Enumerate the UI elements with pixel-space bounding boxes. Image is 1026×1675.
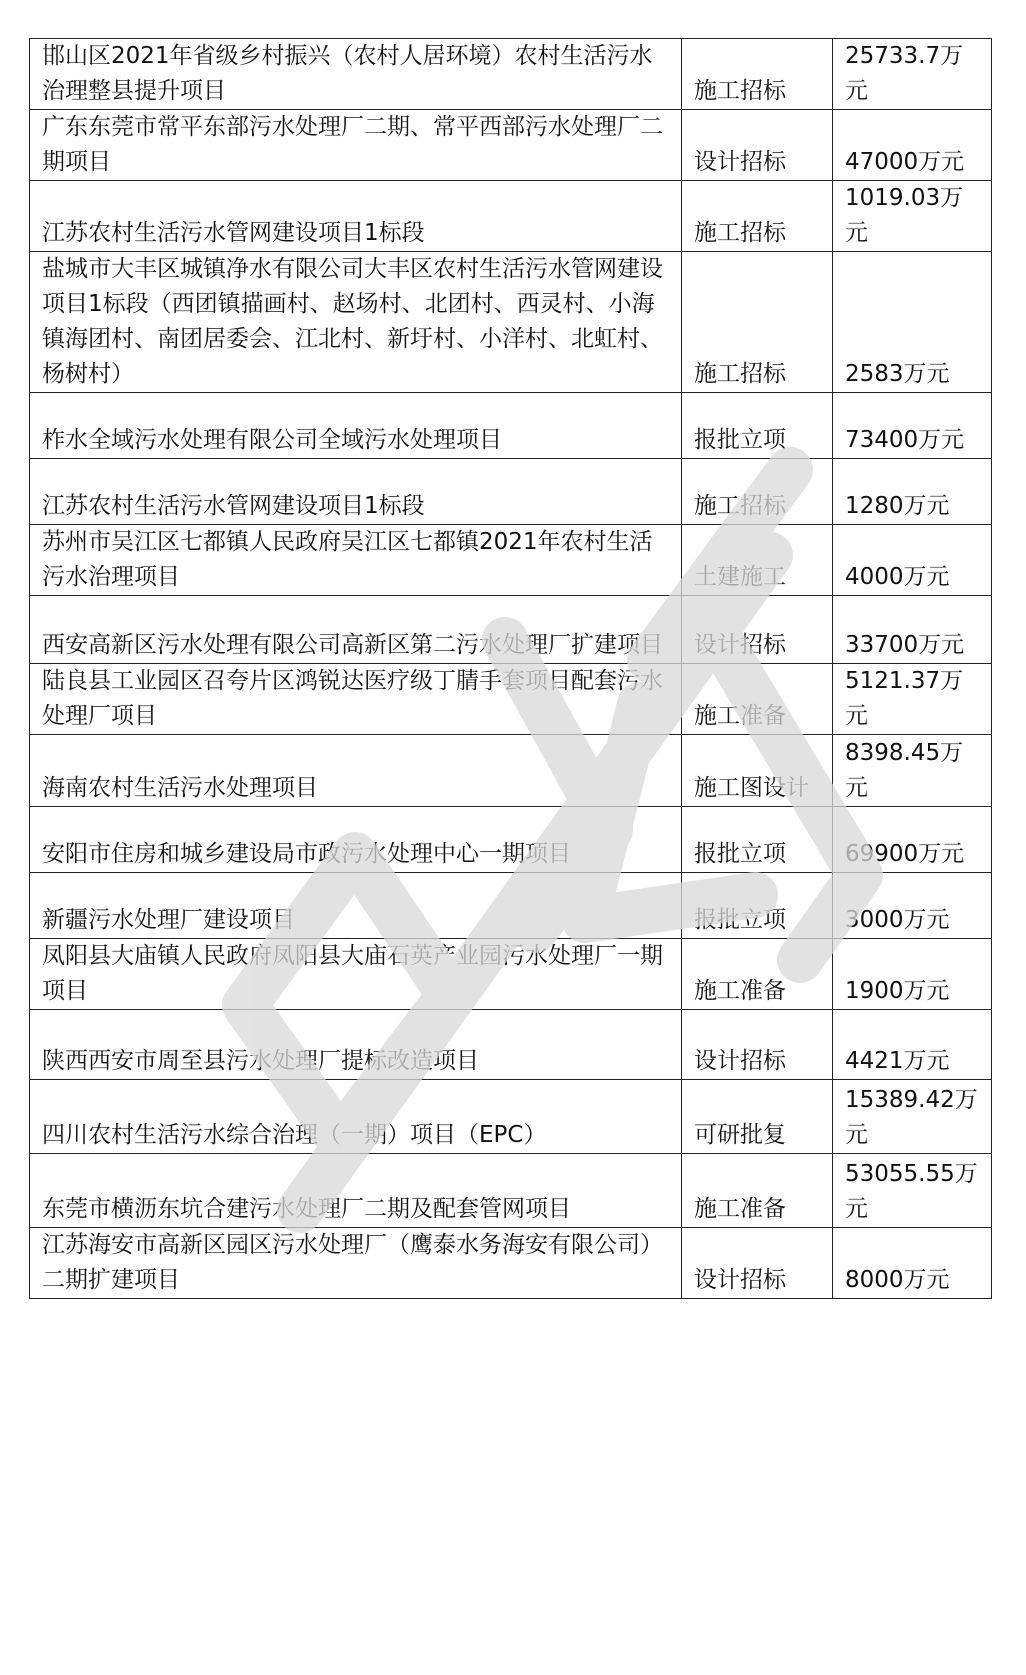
project-amount: 69900万元 — [833, 807, 992, 873]
project-name: 柞水全域污水处理有限公司全域污水处理项目 — [30, 393, 682, 459]
project-amount: 2583万元 — [833, 252, 992, 393]
projects-table-body — [30, 39, 992, 1299]
project-stage: 报批立项 — [682, 807, 833, 873]
project-amount: 33700万元 — [833, 596, 992, 664]
table-row — [30, 252, 992, 393]
project-stage: 施工准备 — [682, 939, 833, 1010]
table-row — [30, 939, 992, 1010]
project-name: 海南农村生活污水处理项目 — [30, 735, 682, 807]
project-amount: 15389.42万元 — [833, 1080, 992, 1154]
project-name: 盐城市大丰区城镇净水有限公司大丰区农村生活污水管网建设项目1标段（西团镇描画村、赵场村、北团村、西灵村、小海镇海团村、南团居委会、江北村、新圩村、小洋村、北虹村、杨树村） — [30, 252, 682, 393]
table-row — [30, 873, 992, 939]
project-amount: 1280万元 — [833, 459, 992, 525]
table-row — [30, 1154, 992, 1228]
project-amount: 47000万元 — [833, 110, 992, 181]
project-stage: 施工准备 — [682, 1154, 833, 1228]
project-name: 陆良县工业园区召夸片区鸿锐达医疗级丁腈手套项目配套污水处理厂项目 — [30, 664, 682, 735]
project-stage: 施工招标 — [682, 459, 833, 525]
project-stage: 设计招标 — [682, 596, 833, 664]
project-name: 苏州市吴江区七都镇人民政府吴江区七都镇2021年农村生活污水治理项目 — [30, 525, 682, 596]
project-amount: 4421万元 — [833, 1010, 992, 1080]
project-name: 西安高新区污水处理有限公司高新区第二污水处理厂扩建项目 — [30, 596, 682, 664]
project-name: 东莞市横沥东坑合建污水处理厂二期及配套管网项目 — [30, 1154, 682, 1228]
project-amount: 3000万元 — [833, 873, 992, 939]
project-name: 陕西西安市周至县污水处理厂提标改造项目 — [30, 1010, 682, 1080]
project-name: 江苏农村生活污水管网建设项目1标段 — [30, 459, 682, 525]
project-stage: 可研批复 — [682, 1080, 833, 1154]
table-row — [30, 1228, 992, 1299]
table-row — [30, 664, 992, 735]
project-amount: 1900万元 — [833, 939, 992, 1010]
table-row — [30, 807, 992, 873]
project-amount: 73400万元 — [833, 393, 992, 459]
project-name: 江苏海安市高新区园区污水处理厂（鹰泰水务海安有限公司）二期扩建项目 — [30, 1228, 682, 1299]
project-amount: 5121.37万元 — [833, 664, 992, 735]
project-name: 凤阳县大庙镇人民政府凤阳县大庙石英产业园污水处理厂一期项目 — [30, 939, 682, 1010]
project-amount: 25733.7万元 — [833, 39, 992, 110]
project-amount: 1019.03万元 — [833, 181, 992, 252]
table-row — [30, 1010, 992, 1080]
project-stage: 施工招标 — [682, 252, 833, 393]
table-row — [30, 181, 992, 252]
project-name: 安阳市住房和城乡建设局市政污水处理中心一期项目 — [30, 807, 682, 873]
projects-table — [29, 38, 992, 1299]
project-name: 四川农村生活污水综合治理（一期）项目（EPC） — [30, 1080, 682, 1154]
table-row — [30, 459, 992, 525]
project-name: 新疆污水处理厂建设项目 — [30, 873, 682, 939]
project-stage: 报批立项 — [682, 393, 833, 459]
table-row — [30, 1080, 992, 1154]
project-stage: 施工招标 — [682, 39, 833, 110]
table-row — [30, 39, 992, 110]
project-stage: 设计招标 — [682, 110, 833, 181]
project-stage: 施工图设计 — [682, 735, 833, 807]
project-stage: 施工招标 — [682, 181, 833, 252]
project-stage: 设计招标 — [682, 1228, 833, 1299]
project-amount: 4000万元 — [833, 525, 992, 596]
project-stage: 土建施工 — [682, 525, 833, 596]
project-amount: 8398.45万元 — [833, 735, 992, 807]
table-row — [30, 735, 992, 807]
project-amount: 53055.55万元 — [833, 1154, 992, 1228]
table-row — [30, 110, 992, 181]
table-row — [30, 596, 992, 664]
project-name: 广东东莞市常平东部污水处理厂二期、常平西部污水处理厂二期项目 — [30, 110, 682, 181]
project-stage: 设计招标 — [682, 1010, 833, 1080]
project-name: 邯山区2021年省级乡村振兴（农村人居环境）农村生活污水治理整县提升项目 — [30, 39, 682, 110]
table-row — [30, 393, 992, 459]
project-stage: 施工准备 — [682, 664, 833, 735]
project-amount: 8000万元 — [833, 1228, 992, 1299]
project-name: 江苏农村生活污水管网建设项目1标段 — [30, 181, 682, 252]
table-row — [30, 525, 992, 596]
project-stage: 报批立项 — [682, 873, 833, 939]
